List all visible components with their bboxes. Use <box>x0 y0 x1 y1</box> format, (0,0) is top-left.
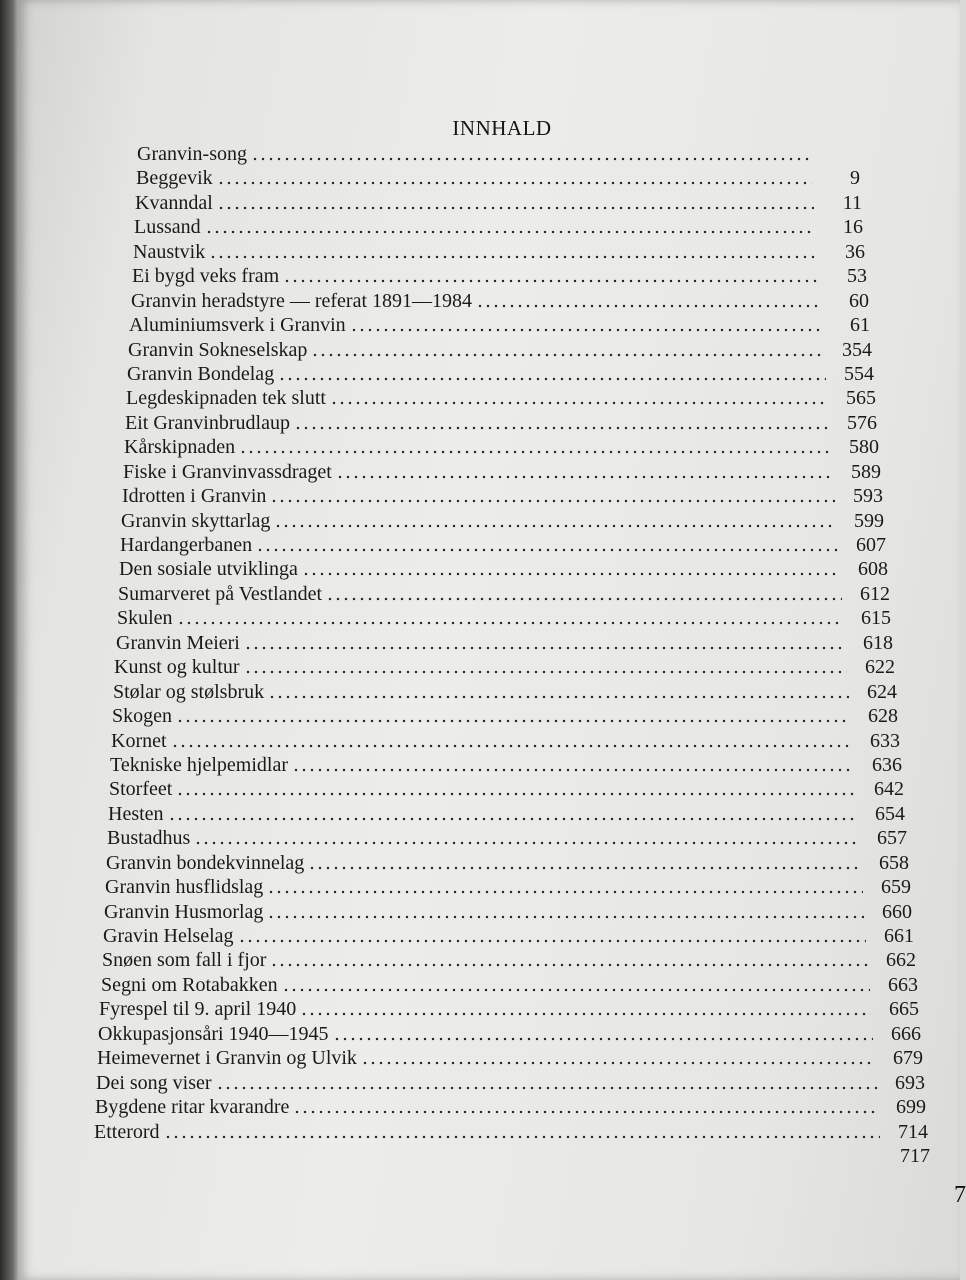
dot-leader <box>300 1011 871 1017</box>
dot-leader <box>270 498 835 504</box>
toc-entry-page-number: 615 <box>861 607 891 629</box>
toc-entry-title: Idrotten i Granvin <box>122 485 267 507</box>
toc-entry-page-number: 53 <box>847 265 867 287</box>
toc-entry-page-number: 36 <box>845 241 865 263</box>
toc-entry-title: Aluminiumsverk i Granvin <box>129 314 346 336</box>
corner-page-number: 7 <box>954 1182 966 1208</box>
dot-leader <box>256 547 838 553</box>
toc-entry-page-number: 607 <box>856 534 886 556</box>
toc-entry-page-number: 612 <box>860 583 890 605</box>
toc-entry-title: Storfeet <box>109 778 173 800</box>
dot-leader <box>244 669 847 675</box>
toc-entry <box>135 190 862 214</box>
toc-entry <box>109 776 904 800</box>
dot-leader <box>476 303 821 309</box>
toc-entry-title: Beggevik <box>136 167 213 189</box>
dot-leader <box>176 791 856 797</box>
toc-entry <box>114 654 895 678</box>
toc-entry <box>98 1021 921 1045</box>
toc-entry-page-number: 633 <box>870 730 900 752</box>
toc-entry-page-number: 11 <box>842 192 862 214</box>
dot-leader <box>239 449 831 455</box>
toc-entry-title: Sumarveret på Vestlandet <box>118 583 323 605</box>
toc-entry-page-number: 628 <box>868 705 898 727</box>
toc-entry-title: Snøen som fall i fjor <box>102 949 267 971</box>
dot-leader <box>176 718 850 724</box>
toc-entry-title: Kornet <box>111 730 167 752</box>
toc-entry-title: Den sosiale utviklinga <box>119 558 298 580</box>
dot-leader <box>267 889 863 895</box>
toc-entry-page-number: 636 <box>872 754 902 776</box>
toc-entry-title: Okkupasjonsåri 1940—1945 <box>98 1023 329 1045</box>
dot-leader <box>294 425 829 431</box>
toc-entry-page-number: 554 <box>844 363 874 385</box>
toc-entry-title: Granvin husflidslag <box>105 876 264 898</box>
dot-leader <box>270 962 868 968</box>
dot-leader <box>311 352 824 358</box>
toc-entry <box>131 288 869 312</box>
toc-entry <box>127 361 874 385</box>
toc-entry-title: Legdeskipnaden tek slutt <box>126 387 326 409</box>
toc-entry <box>121 508 884 532</box>
toc-entry <box>101 972 918 996</box>
toc-entry-title: Bustadhus <box>107 827 191 849</box>
toc-entry-page-number: 622 <box>865 656 895 678</box>
toc-entry-title: Granvin Husmorlag <box>104 901 264 923</box>
toc-entry-title: Stølar og stølsbruk <box>113 681 265 703</box>
toc-entry-page-number: 589 <box>851 461 881 483</box>
toc-entry <box>117 605 891 629</box>
toc-entry <box>124 434 879 458</box>
toc-entry <box>112 703 898 727</box>
toc-entry <box>96 1070 925 1094</box>
toc-entry-page-number: 660 <box>882 901 912 923</box>
dot-leader <box>278 376 826 382</box>
toc-entry-title: Granvin bondekvinnelag <box>106 852 305 874</box>
toc-entry-title: Lussand <box>134 216 201 238</box>
toc-entry-page-number: 565 <box>846 387 876 409</box>
toc-entry-title: Kårskipnaden <box>124 436 236 458</box>
toc-entry-title: Granvin heradstyre — referat 1891—1984 <box>131 290 472 312</box>
toc-entry-page-number: 659 <box>881 876 911 898</box>
toc-entry-title: Skogen <box>112 705 172 727</box>
toc-entry <box>99 996 919 1020</box>
toc-entry <box>104 899 912 923</box>
dot-leader <box>326 596 842 602</box>
toc-entry <box>137 141 858 165</box>
toc-entry <box>129 312 870 336</box>
dot-leader <box>361 1060 875 1066</box>
toc-entry-page-number: 580 <box>849 436 879 458</box>
toc-entry <box>111 728 900 752</box>
toc-entry-title: Skulen <box>117 607 173 629</box>
toc-entry <box>122 483 883 507</box>
dot-leader <box>350 327 822 333</box>
dot-leader <box>171 743 852 749</box>
toc-entry <box>132 263 867 287</box>
dot-leader <box>308 865 861 871</box>
dot-leader <box>293 1109 878 1115</box>
toc-entry <box>106 850 909 874</box>
toc-entry-page-number: 699 <box>896 1096 926 1118</box>
toc-entry <box>136 165 860 189</box>
toc-entry <box>113 679 897 703</box>
dot-leader <box>267 914 864 920</box>
toc-entry-title: Fiske i Granvinvassdraget <box>123 461 332 483</box>
dot-leader <box>283 278 819 284</box>
toc-entry <box>128 337 872 361</box>
dot-leader <box>251 156 810 162</box>
toc-entry-title: Ei bygd veks fram <box>132 265 280 287</box>
toc-entry <box>118 581 890 605</box>
dot-leader <box>217 205 814 211</box>
toc-entry-title: Eit Granvinbrudlaup <box>125 412 290 434</box>
toc-entry-page-number: 354 <box>842 339 872 361</box>
toc-entry <box>103 923 914 947</box>
toc-entry-page-number: 642 <box>874 778 904 800</box>
toc-entry-page-number: 658 <box>879 852 909 874</box>
toc-entry <box>119 556 888 580</box>
toc-entry-title: Granvin Sokneselskap <box>128 339 308 361</box>
toc-entry-page-number: 16 <box>843 216 863 238</box>
dot-leader <box>194 840 859 846</box>
toc-entry-page-number: 576 <box>847 412 877 434</box>
toc-entry <box>107 825 907 849</box>
toc-entry-page-number: 618 <box>863 632 893 654</box>
toc-entry-title: Fyrespel til 9. april 1940 <box>99 998 297 1020</box>
toc-entry-title: Hesten <box>108 803 164 825</box>
toc-entry-page-number: 693 <box>895 1072 925 1094</box>
toc-entry-page-number: 662 <box>886 949 916 971</box>
toc-entry-title: Granvin skyttarlag <box>121 510 271 532</box>
toc-entry <box>93 1143 930 1167</box>
toc-entry <box>125 410 877 434</box>
toc-entry <box>133 239 865 263</box>
toc-entry-page-number: 657 <box>877 827 907 849</box>
toc-entry <box>126 385 876 409</box>
toc-entry-title: Granvin Bondelag <box>127 363 275 385</box>
toc-entry <box>116 630 893 654</box>
toc-entry-page-number: 593 <box>853 485 883 507</box>
toc-entry-title: Granvin-song <box>137 143 247 165</box>
toc-entry-page-number: 608 <box>858 558 888 580</box>
dot-leader <box>244 645 845 651</box>
dot-leader <box>333 1036 873 1042</box>
dot-leader <box>205 229 815 235</box>
dot-leader <box>292 767 854 773</box>
toc-entry-title: Segni om Rotabakken <box>101 974 278 996</box>
toc-entry-page-number: 665 <box>889 998 919 1020</box>
dot-leader <box>274 523 836 529</box>
page-title: INNHALD <box>452 116 552 140</box>
toc-entry <box>94 1119 928 1143</box>
toc-entry <box>123 459 881 483</box>
toc-entry-page-number: 717 <box>900 1145 930 1167</box>
toc-entry-page-number: 679 <box>893 1047 923 1069</box>
toc-entry-title: Kvanndal <box>135 192 213 214</box>
toc-entry <box>95 1094 926 1118</box>
toc-entry <box>105 874 911 898</box>
toc-entry-title: Tekniske hjelpemidlar <box>110 754 288 776</box>
toc-entry-page-number: 666 <box>891 1023 921 1045</box>
toc-entry-page-number: 60 <box>849 290 869 312</box>
dot-leader <box>216 1085 877 1091</box>
dot-leader <box>238 938 866 944</box>
toc-entry <box>110 752 902 776</box>
toc-entry-page-number: 661 <box>884 925 914 947</box>
dot-leader <box>168 816 857 822</box>
dot-leader <box>164 1134 880 1140</box>
dot-leader <box>209 254 817 260</box>
toc-entry-title: Etterord <box>94 1121 160 1143</box>
toc-entry-title: Dei song viser <box>96 1072 212 1094</box>
toc-entry-page-number: 654 <box>875 803 905 825</box>
toc-entry <box>97 1045 923 1069</box>
dot-leader <box>177 620 843 626</box>
toc-entry-page-number: 714 <box>898 1121 928 1143</box>
toc-entry-title: Naustvik <box>133 241 206 263</box>
toc-entry-page-number: 663 <box>888 974 918 996</box>
toc-entry-title: Gravin Helselag <box>103 925 234 947</box>
toc-entry-title: Bygdene ritar kvarandre <box>95 1096 290 1118</box>
dot-leader <box>336 474 833 480</box>
toc-entry-page-number: 9 <box>850 167 860 189</box>
toc-entry <box>108 801 905 825</box>
dot-leader <box>268 694 849 700</box>
dot-leader <box>217 180 812 186</box>
toc-entry-title: Kunst og kultur <box>114 656 240 678</box>
toc-entry <box>120 532 886 556</box>
toc-entry-title: Hardangerbanen <box>120 534 253 556</box>
toc-entry-title: Heimevernet i Granvin og Ulvik <box>97 1047 357 1069</box>
toc-entry <box>102 947 916 971</box>
toc-entry-title: Granvin Meieri <box>116 632 240 654</box>
toc-entry-page-number: 624 <box>867 681 897 703</box>
dot-leader <box>330 400 828 406</box>
toc-entry-page-number: 61 <box>850 314 870 336</box>
toc-entry <box>134 214 863 238</box>
dot-leader <box>282 987 870 993</box>
toc-entry-page-number: 599 <box>854 510 884 532</box>
dot-leader <box>302 571 840 577</box>
